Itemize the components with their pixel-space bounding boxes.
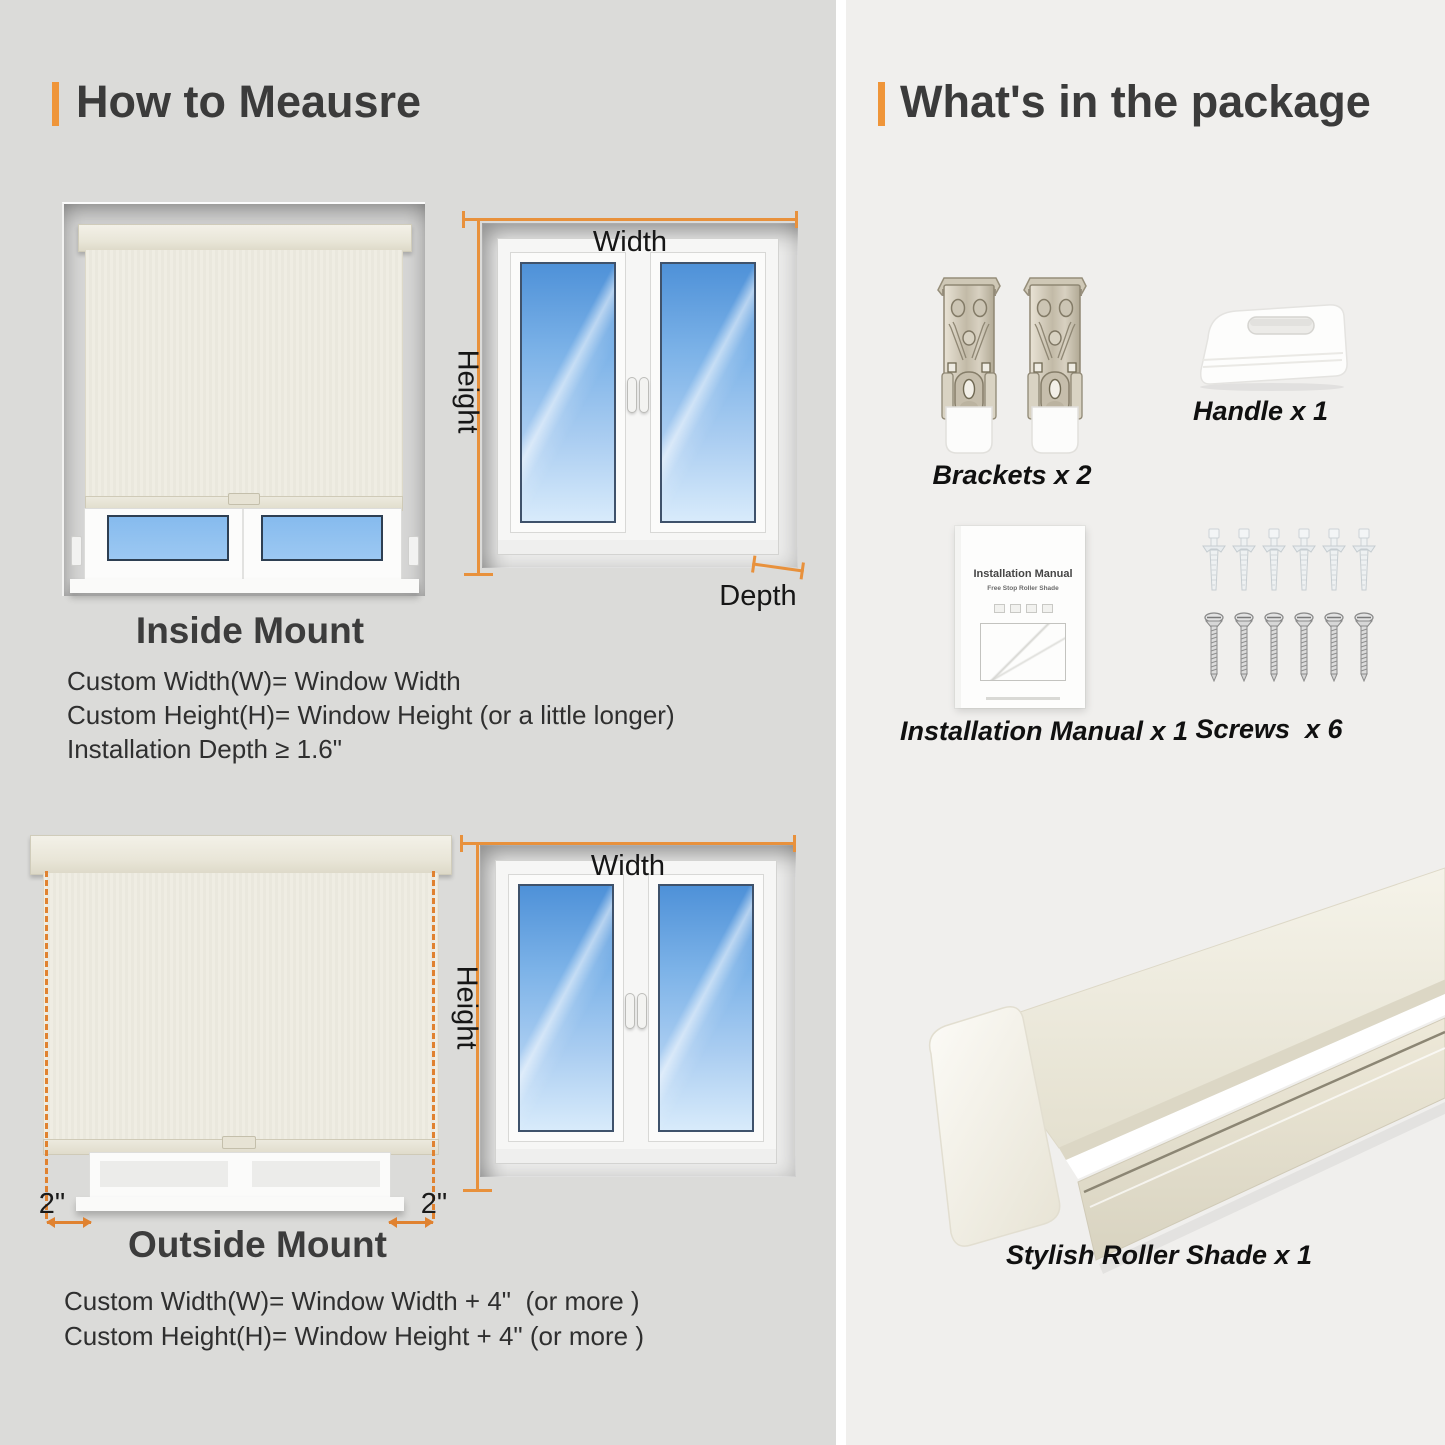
inside-mount-spec-line: Custom Height(H)= Window Height (or a little longer)	[67, 700, 675, 730]
installation-manual-illustration	[955, 526, 1085, 708]
window-latch	[71, 536, 82, 566]
window-frame	[496, 861, 776, 1163]
window-handle	[626, 994, 634, 1028]
window-illustration	[480, 845, 796, 1177]
window-handle	[638, 994, 646, 1028]
outside-mount-window-diagram	[448, 828, 818, 1203]
inside-mount-spec-line: Installation Depth ≥ 1.6"	[67, 734, 342, 764]
window-panel-right	[651, 253, 766, 532]
wall-anchor-icon	[1352, 528, 1376, 594]
inside-mount-spec-line: Custom Width(W)= Window Width	[67, 666, 461, 696]
bracket-icon	[936, 276, 1002, 458]
handle-label: Handle x 1	[1192, 396, 1329, 426]
manual-label: Installation Manual x 1	[900, 716, 1189, 746]
gap-label-right: 2"	[420, 1188, 448, 1220]
screw-icon	[1203, 612, 1225, 682]
window-handle	[628, 378, 636, 412]
accent-bar-icon	[52, 82, 59, 126]
window-glass	[520, 262, 617, 523]
inside-mount-recess-illustration	[62, 202, 425, 596]
manual-doc-icons	[961, 604, 1085, 613]
window-panel-left	[511, 253, 626, 532]
handle-icon	[1190, 300, 1350, 392]
screw-icon	[1353, 612, 1375, 682]
roller-shade-label: Stylish Roller Shade x 1	[1005, 1240, 1313, 1270]
window-sill	[70, 579, 419, 593]
package-title: What's in the package	[900, 76, 1371, 127]
accent-bar-icon	[878, 82, 885, 126]
manual-doc-subtitle: Free Stop Roller Shade	[987, 585, 1059, 592]
manual-doc-figure	[980, 623, 1066, 681]
height-label: Height	[450, 965, 483, 1050]
window-glass	[518, 884, 615, 1132]
width-label: Width	[590, 850, 666, 882]
gap-arrow-left	[47, 1221, 91, 1224]
width-label: Width	[592, 226, 668, 258]
window-panel	[100, 1161, 228, 1187]
screw-icon	[1233, 612, 1255, 682]
window-mullion	[242, 509, 244, 579]
wall-anchor-icon	[1262, 528, 1286, 594]
brackets-label: Brackets x 2	[932, 460, 1092, 490]
shade-fabric	[43, 873, 439, 1139]
width-measure-line	[460, 842, 796, 845]
window-handle	[640, 378, 648, 412]
bracket-icon	[1022, 276, 1088, 458]
width-measure-line	[462, 218, 798, 221]
depth-label: Depth	[719, 580, 797, 612]
window-pane	[107, 515, 229, 561]
wall-anchor-icon	[1232, 528, 1256, 594]
screws-label: Screws x 6	[1195, 714, 1343, 744]
shade-pull-tab	[228, 493, 260, 505]
height-label: Height	[451, 349, 484, 434]
inside-mount-window-diagram	[450, 205, 820, 612]
window-frame	[498, 239, 778, 554]
shade-pull-tab	[222, 1136, 256, 1149]
screw-icon	[1293, 612, 1315, 682]
gap-label-left: 2"	[38, 1188, 66, 1220]
outside-mount-illustration	[30, 825, 450, 1255]
wall-anchor-icon	[1292, 528, 1316, 594]
manual-doc-title: Installation Manual	[973, 568, 1073, 580]
window-pane	[261, 515, 383, 561]
shade-valance	[30, 835, 452, 875]
window-panel	[252, 1161, 380, 1187]
shade-fabric	[85, 250, 403, 496]
gap-dashed-line-right	[432, 871, 435, 1219]
measure-title: How to Meausre	[76, 76, 422, 127]
outside-mount-spec-line: Custom Height(H)= Window Height + 4" (or more )	[64, 1321, 644, 1351]
outside-mount-heading: Outside Mount	[128, 1224, 387, 1265]
window-latch	[408, 536, 419, 566]
window-panel-left	[509, 875, 624, 1141]
window-frame	[90, 1153, 390, 1197]
window-sill	[76, 1197, 404, 1211]
window-glass	[658, 884, 755, 1132]
wall-anchor-icon	[1202, 528, 1226, 594]
gap-dashed-line-left	[45, 871, 48, 1219]
manual-doc-footer	[986, 697, 1060, 700]
outside-mount-spec-line: Custom Width(W)= Window Width + 4" (or more )	[64, 1286, 640, 1316]
screw-icon	[1323, 612, 1345, 682]
wall-anchor-icon	[1322, 528, 1346, 594]
inside-mount-heading: Inside Mount	[135, 610, 365, 651]
screw-icon	[1263, 612, 1285, 682]
window-frame	[85, 509, 401, 579]
window-panel-right	[649, 875, 764, 1141]
shade-valance	[78, 224, 412, 252]
roller-shade-illustration	[845, 862, 1445, 1282]
window-illustration	[482, 223, 798, 568]
window-glass	[660, 262, 757, 523]
